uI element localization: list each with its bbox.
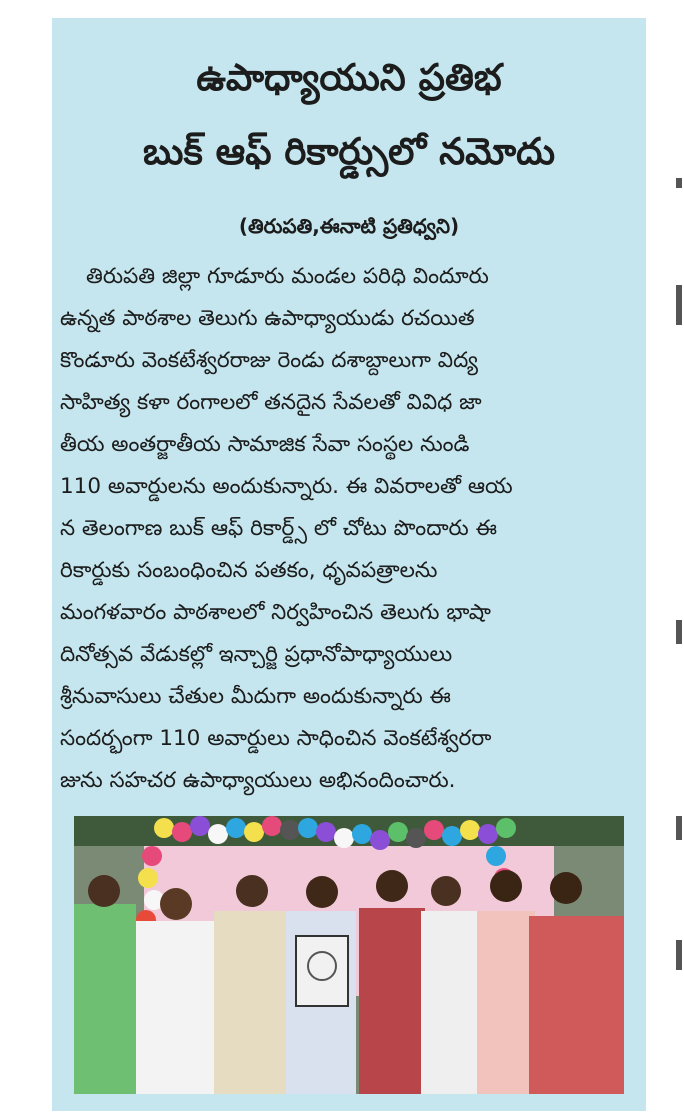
edge-mark [676,285,682,325]
edge-mark [676,178,682,188]
edge-mark [676,940,682,970]
body-line: న తెలంగాణ బుక్ ఆఫ్ రికార్డ్స్ లో చోటు పొందారు ఈ [60,516,497,541]
body-line: ఉన్నత పాఠశాల తెలుగు ఉపాధ్యాయుడు రచయిత [60,306,475,331]
body-line: రికార్డుకు సంబంధించిన పతకం, ధృవపత్రాలను [60,558,438,583]
body-line: జును సహచర ఉపాధ్యాయులు అభినందించారు. [60,768,456,793]
group-photo-illustration [74,816,624,1094]
headline-line-2: బుక్ ఆఫ్ రికార్డ్సులో నమోదు [142,130,556,173]
edge-mark [676,620,682,644]
dateline: (తిరుపతి,ఈనాటి ప్రతిధ్వని) [238,214,460,238]
body-line: సందర్భంగా 110 అవార్డులు సాధించిన వెంకటేశ్వరరా [60,726,492,751]
edge-mark [676,816,682,840]
group-photo [74,816,624,1094]
headline-line-1: ఉపాధ్యాయుని ప్రతిభ [196,56,502,99]
body-line: దినోత్సవ వేడుకల్లో ఇన్చార్జి ప్రధానోపాధ్యాయులు [60,642,453,667]
body-line: తీయ అంతర్జాతీయ సామాజిక సేవా సంస్థల నుండి [60,432,470,457]
body-line: శ్రీనువాసులు చేతుల మీదుగా అందుకున్నారు ఈ [60,684,451,709]
news-clipping [52,18,646,1111]
body-line: 110 అవార్డులను అందుకున్నారు. ఈ వివరాలతో ఆయ [60,474,513,499]
body-line: కొండూరు వెంకటేశ్వరరాజు రెండు దశాబ్దాలుగా విద్య [60,348,478,373]
body-line: సాహిత్య కళా రంగాలలో తనదైన సేవలతో వివిధ జా [60,390,482,415]
body-line: తిరుపతి జిల్లా గూడూరు మండల పరిధి విందూరు [86,264,489,289]
body-line: మంగళవారం పాఠశాలలో నిర్వహించిన తెలుగు భాషా [60,600,491,625]
